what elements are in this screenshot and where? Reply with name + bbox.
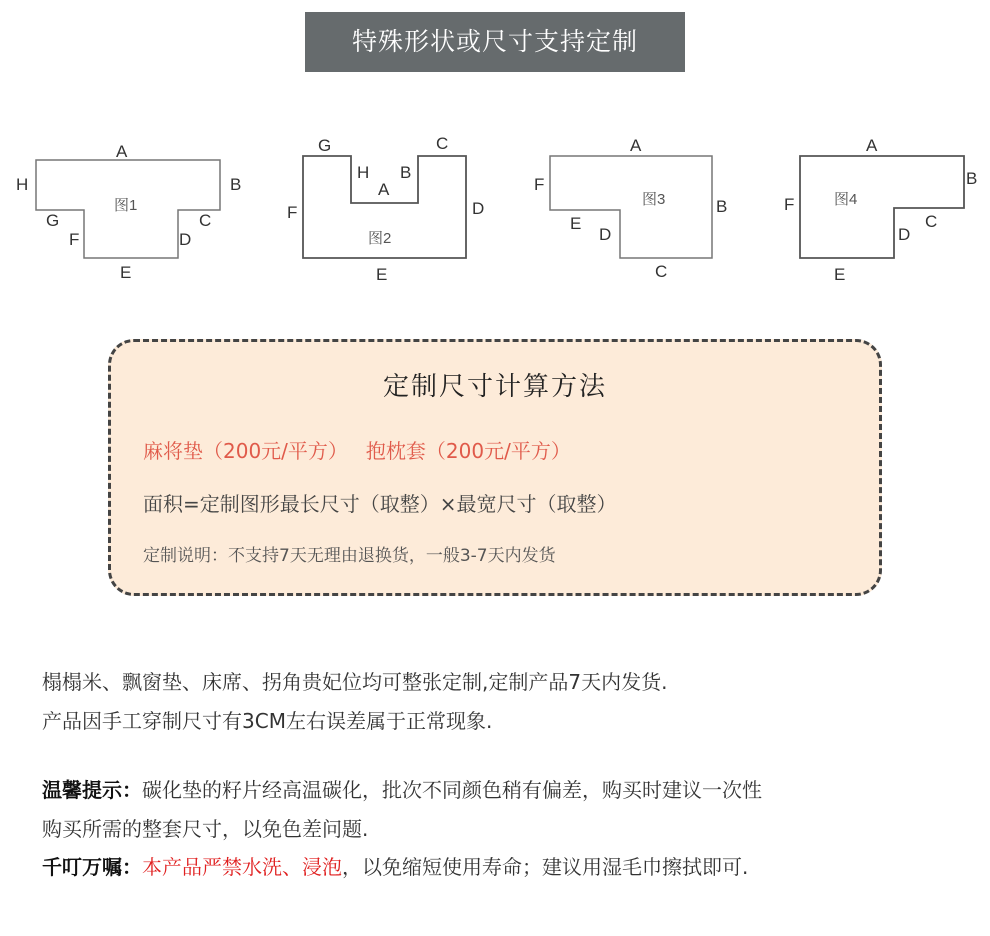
figure-3 [550, 156, 712, 258]
fig1-label-f: F [69, 230, 80, 249]
fig3-label-d: D [599, 225, 612, 244]
price-pillow: 抱枕套（200元/平方） [365, 439, 571, 463]
fig1-label-h: H [16, 175, 29, 194]
fig3-label-a: A [630, 136, 642, 155]
tips-label: 温馨提示： [42, 778, 142, 802]
fig3-label-f: F [534, 175, 545, 194]
fig4-label-f: F [784, 195, 795, 214]
fig2-label-d: D [472, 199, 485, 218]
warning-rest: ，以免缩短使用寿命；建议用湿毛巾擦拭即可. [342, 855, 749, 879]
fig1-label-a: A [116, 142, 128, 161]
fig1-label-d: D [179, 230, 192, 249]
page-title: 特殊形状或尺寸支持定制 [305, 12, 685, 72]
fig4-label-c: C [925, 212, 938, 231]
fig2-label-c: C [436, 134, 449, 153]
fig2-name: 图2 [368, 230, 392, 247]
price-mat: 麻将垫（200元/平方） [143, 439, 348, 463]
fig3-label-b: B [716, 197, 728, 216]
fig2-label-f: F [287, 203, 298, 222]
shape-diagrams [0, 120, 990, 290]
custom-note: 定制说明：不支持7天无理由退换货，一般3-7天内发货 [143, 546, 556, 566]
tips-line-2: 购买所需的整套尺寸，以免色差问题. [42, 817, 369, 841]
fig1-name: 图1 [114, 197, 138, 214]
tips-text-1: 碳化垫的籽片经高温碳化，批次不同颜色稍有偏差，购买时建议一次性 [142, 778, 762, 802]
area-formula: 面积=定制图形最长尺寸（取整）×最宽尺寸（取整） [143, 492, 617, 516]
fig3-name: 图3 [642, 191, 666, 208]
fig3-label-c: C [655, 262, 668, 281]
info-line-1: 榻榻米、飘窗垫、床席、拐角贵妃位均可整张定制,定制产品7天内发货. [42, 670, 668, 694]
fig3-label-e: E [570, 214, 582, 233]
warning-red-text: 本产品严禁水洗、浸泡 [142, 855, 342, 879]
fig4-label-d: D [898, 225, 911, 244]
price-line [143, 435, 571, 464]
fig4-name: 图4 [834, 191, 858, 208]
figure-4 [800, 156, 964, 258]
fig2-label-g: G [318, 136, 332, 155]
fig2-label-a: A [378, 180, 390, 199]
fig1-label-c: C [199, 211, 212, 230]
fig4-label-a: A [866, 136, 878, 155]
warning-label: 千叮万嘱： [42, 855, 142, 879]
warning-line [42, 852, 748, 882]
info-line-2: 产品因手工穿制尺寸有3CM左右误差属于正常现象. [42, 709, 493, 733]
fig1-label-e: E [120, 263, 132, 282]
fig2-label-h: H [357, 163, 370, 182]
calc-title: 定制尺寸计算方法 [382, 372, 607, 402]
fig1-label-b: B [230, 175, 242, 194]
fig4-label-b: B [966, 169, 978, 188]
fig2-label-e: E [376, 265, 388, 284]
size-calculation-box [108, 339, 882, 596]
fig4-label-e: E [834, 265, 846, 284]
fig1-label-g: G [46, 211, 60, 230]
fig2-label-b: B [400, 163, 412, 182]
tips-line-1 [42, 775, 762, 805]
